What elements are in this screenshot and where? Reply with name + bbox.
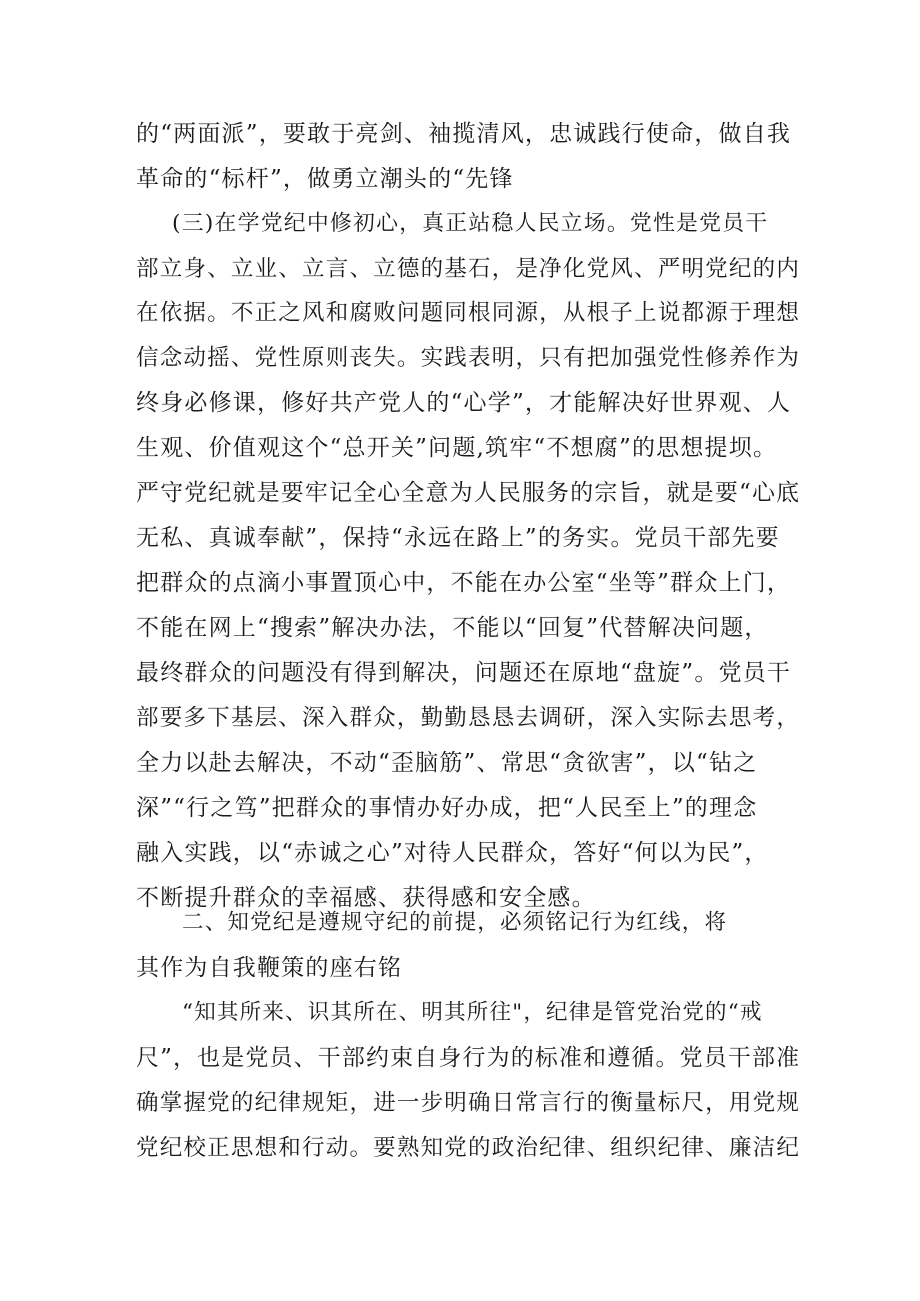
paragraph-line: 确掌握党的纪律规矩，进一步明确日常言行的衡量标尺，用党规 bbox=[136, 1090, 801, 1116]
paragraph-line: 部要多下基层、深入群众，勤勤恳恳去调研，深入实际去思考， bbox=[136, 705, 801, 731]
paragraph-line: 党纪校正思想和行动。要熟知党的政治纪律、组织纪律、廉洁纪 bbox=[136, 1135, 801, 1161]
paragraph-line: 全力以赴去解决，不动“歪脑筋”、常思“贪欲害”，以“钻之 bbox=[136, 750, 758, 776]
paragraph-line: 在依据。不正之风和腐败问题同根同源，从根子上说都源于理想 bbox=[136, 300, 801, 326]
section-heading-line: 其作为自我鞭策的座右铭 bbox=[136, 955, 403, 981]
paragraph-line: 深”“行之笃”把群众的事情办好办成，把“人民至上”的理念 bbox=[136, 795, 758, 821]
paragraph-line: 终身必修课，修好共产党人的“心学”，才能解决好世界观、人 bbox=[136, 390, 792, 416]
paragraph-line: 无私、真诚奉献”，保持“永远在路上”的务实。党员干部先要 bbox=[136, 525, 780, 551]
paragraph-line: 不断提升群众的幸福感、获得感和安全感。 bbox=[136, 885, 596, 911]
section-heading-line: (三)在学党纪中修初心，真正站稳人民立场。党性是党员干 bbox=[172, 211, 769, 236]
section-heading-line: 二、知党纪是遵规守纪的前提，必须铭记行为红线，将 bbox=[182, 910, 728, 935]
paragraph-line: 部立身、立业、立言、立德的基石，是净化党风、严明党纪的内 bbox=[136, 256, 801, 282]
paragraph-line: 尺”，也是党员、干部约束自身行为的标准和遵循。党员干部准 bbox=[136, 1045, 801, 1071]
paragraph-line: 严守党纪就是要牢记全心全意为人民服务的宗旨，就是要“心底 bbox=[136, 480, 801, 506]
paragraph-line: “知其所来、识其所在、明其所往"，纪律是管党治党的“戒 bbox=[182, 1000, 763, 1025]
paragraph-line: 信念动摇、党性原则丧失。实践表明，只有把加强党性修养作为 bbox=[136, 345, 801, 371]
paragraph-line: 生观、价值观这个“总开关”问题,筑牢“不想腐”的思想提坝。 bbox=[136, 435, 778, 461]
paragraph-line: 的“两面派”，要敢于亮剑、袖揽清风，忠诚践行使命，做自我 bbox=[136, 121, 792, 147]
paragraph-line: 革命的“标杆”，做勇立潮头的“先锋 bbox=[136, 166, 514, 192]
paragraph-line: 融入实践，以“赤诚之心”对待人民群众，答好“何以为民”， bbox=[136, 840, 769, 866]
paragraph-line: 不能在网上“搜索”解决办法，不能以“回复”代替解决问题， bbox=[136, 615, 769, 641]
paragraph-line: 把群众的点滴小事置顶心中，不能在办公室“坐等”群众上门， bbox=[136, 570, 792, 596]
paragraph-line: 最终群众的问题没有得到解决，问题还在原地“盘旋”。党员干 bbox=[136, 660, 792, 686]
